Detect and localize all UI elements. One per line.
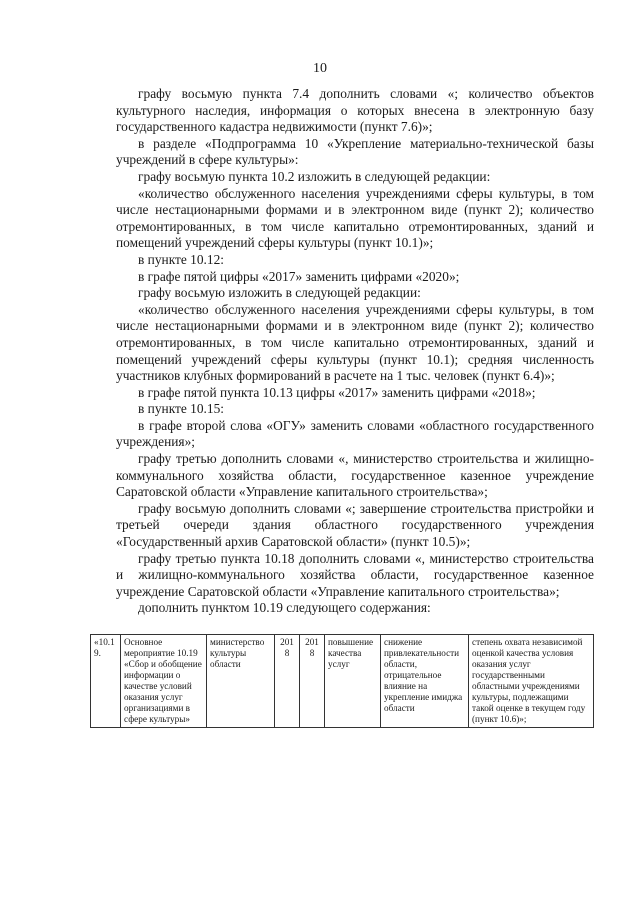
paragraph: в графе пятой пункта 10.13 цифры «2017» заменить цифрами «2018»; xyxy=(138,384,536,400)
table-row xyxy=(91,635,594,728)
paragraph: «количество обслуженного населения учреждениями сферы культуры, в том числе нестационарными формами и в электронном виде (пункт 2); количество отремонтированных, в том числе капитально отремонтированных, зданий и помещений учреждений сферы культуры (пункт 10.1); средняя численность участников клубных формирований в расчете на 1 тыс. человек (пункт 6.4)»; xyxy=(116,301,594,384)
paragraph: в разделе «Подпрограмма 10 «Укрепление материально-технической базы учреждений в сфере культуры»: xyxy=(116,135,594,168)
paragraph: в графе пятой цифры «2017» заменить цифрами «2020»; xyxy=(138,268,460,284)
paragraph: «количество обслуженного населения учреждениями сферы культуры, в том числе нестационарными формами и в электронном виде (пункт 2); количество отремонтированных, в том числе капитально отремонтированных, зданий и помещений учреждений сферы культуры (пункт 10.1)»; xyxy=(116,185,594,251)
paragraph: графу восьмую пункта 7.4 дополнить словами «; количество объектов культурного наследия, информация о которых внесена в электронную базу государственного кадастра недвижимости (пункт 7.6)»; xyxy=(116,86,594,135)
paragraph: графу третью дополнить словами «, министерство строительства и жилищно-коммунального хозяйства области, государственное казенное учреждение Саратовской области «Управление капитального строительства»; xyxy=(116,451,594,500)
paragraph: графу третью пункта 10.18 дополнить словами «, министерство строительства и жилищно-коммунального хозяйства области, государственное казенное учреждение Саратовской области «Управление капитального строительства»; xyxy=(116,550,594,599)
cell-event: Основное мероприятие 10.19 «Сбор и обобщение информации о качестве условий оказания услуг организациями в сфере культуры» xyxy=(121,635,207,728)
paragraph: дополнить пунктом 10.19 следующего содержания: xyxy=(138,600,431,616)
paragraph: в пункте 10.12: xyxy=(138,251,225,267)
cell-year-start: 2018 xyxy=(275,635,300,728)
cell-consequences: снижение привлекательности области, отрицательное влияние на укрепление имиджа области xyxy=(381,635,469,728)
paragraph: в графе второй слова «ОГУ» заменить словами «областного государственного учреждения»; xyxy=(116,417,594,450)
document-body xyxy=(116,86,594,617)
page-number: 10 xyxy=(313,61,327,76)
cell-indicator: степень охвата независимой оценкой качества условия оказания услуг государственными областными учреждениями культуры, подлежащими такой оценке в текущем году (пункт 10.6)»; xyxy=(469,635,594,728)
paragraph: графу восьмую дополнить словами «; завершение строительства пристройки и третьей очереди здания областного государственного учреждения «Государственный архив Саратовской области» (пункт 10.5)»; xyxy=(116,500,594,550)
program-table xyxy=(90,634,594,728)
paragraph: в пункте 10.15: xyxy=(138,401,225,417)
cell-number: «10.19. xyxy=(91,635,121,728)
cell-expected-result: повышение качества услуг xyxy=(325,635,381,728)
paragraph: графу восьмую пункта 10.2 изложить в следующей редакции: xyxy=(138,168,491,184)
paragraph: графу восьмую изложить в следующей редакции: xyxy=(138,285,421,301)
cell-year-end: 2018 xyxy=(300,635,325,728)
cell-executor: министерство культуры области xyxy=(207,635,275,728)
